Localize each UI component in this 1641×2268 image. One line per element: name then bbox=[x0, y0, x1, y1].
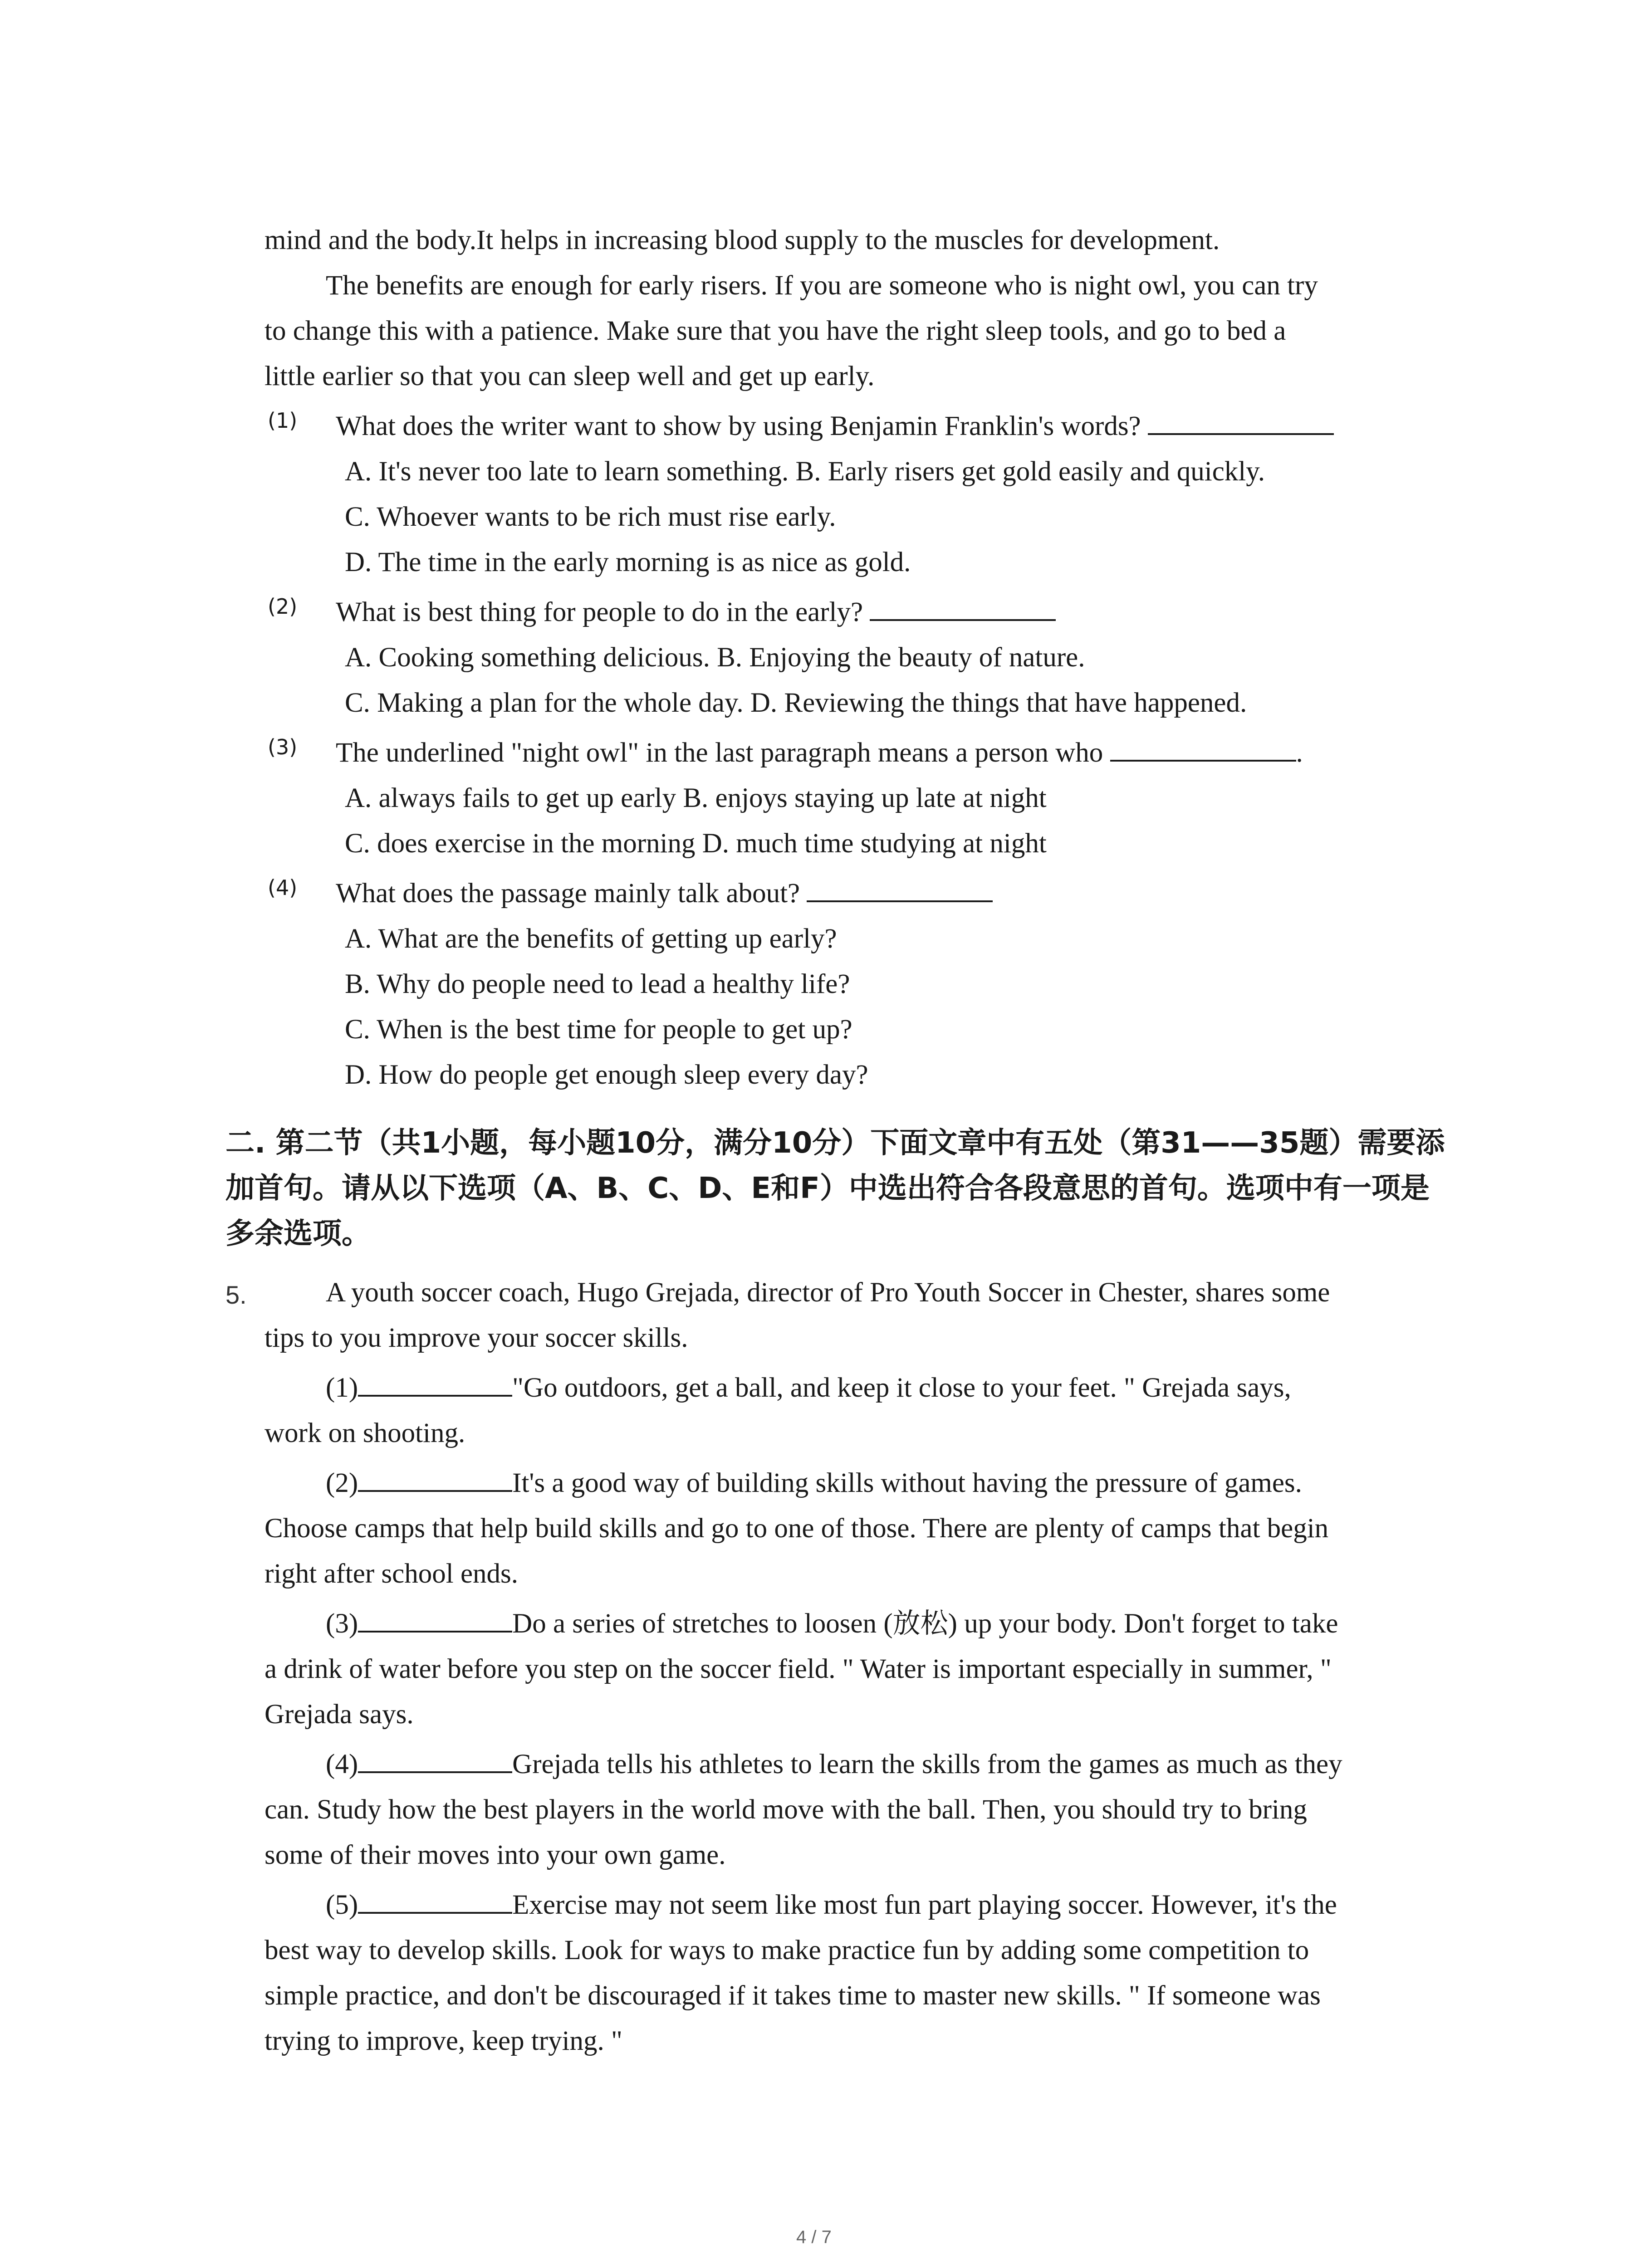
paragraph-label: (1) bbox=[326, 1373, 358, 1403]
paragraph-text: Do a series of stretches to loosen (放松) up your body. Don't forget to take bbox=[512, 1608, 1338, 1639]
passage-line: right after school ends. bbox=[265, 1559, 519, 1589]
question-number: 5. bbox=[225, 1281, 247, 1309]
answer-blank[interactable] bbox=[807, 874, 993, 902]
option-line: A. It's never too late to learn something. B. Early risers get gold easily and quickly. bbox=[345, 456, 1265, 487]
section-heading: 加首句。请从以下选项（A、B、C、D、E和F）中选出符合各段意思的首句。选项中有一项是 bbox=[225, 1172, 1430, 1205]
passage-line: little earlier so that you can sleep well and get up early. bbox=[265, 361, 875, 391]
paragraph-text: "Go outdoors, get a ball, and keep it close to your feet. " Grejada says, bbox=[512, 1373, 1291, 1403]
question-number: (1) bbox=[268, 408, 298, 433]
passage-line: some of their moves into your own game. bbox=[265, 1840, 726, 1870]
passage-line: can. Study how the best players in the world move with the ball. Then, you should try to bring bbox=[265, 1794, 1307, 1825]
option-line: A. What are the benefits of getting up early? bbox=[345, 924, 837, 954]
paragraph-first-line bbox=[326, 1882, 1337, 1928]
paragraph-label: (2) bbox=[326, 1468, 358, 1498]
question-number: (3) bbox=[268, 735, 298, 759]
question-stem: What does the writer want to show by using Benjamin Franklin's words? bbox=[336, 411, 1141, 441]
option-line: C. Whoever wants to be rich must rise early. bbox=[345, 502, 836, 532]
paragraph-first-line bbox=[326, 1365, 1291, 1411]
answer-blank[interactable] bbox=[358, 1369, 512, 1397]
question-number: (2) bbox=[268, 594, 298, 619]
answer-blank[interactable] bbox=[358, 1886, 512, 1914]
passage-line: a drink of water before you step on the soccer field. " Water is important especially in summer, " bbox=[265, 1654, 1332, 1684]
question-text bbox=[336, 871, 993, 916]
paragraph-first-line bbox=[326, 1742, 1342, 1787]
page-number: 4 / 7 bbox=[796, 2227, 832, 2247]
option-line: D. How do people get enough sleep every day? bbox=[345, 1060, 868, 1090]
passage-line: to change this with a patience. Make sure that you have the right sleep tools, and go to bed a bbox=[265, 316, 1286, 346]
option-line: C. Making a plan for the whole day. D. Reviewing the things that have happened. bbox=[345, 688, 1247, 718]
paragraph-text: Grejada tells his athletes to learn the skills from the games as much as they bbox=[512, 1749, 1342, 1779]
passage-line: Grejada says. bbox=[265, 1699, 414, 1730]
option-line: A. Cooking something delicious. B. Enjoying the beauty of nature. bbox=[345, 642, 1085, 673]
paragraph-label: (5) bbox=[326, 1890, 358, 1920]
option-line: C. When is the best time for people to get up? bbox=[345, 1014, 852, 1045]
question-text bbox=[336, 590, 1056, 635]
paragraph-label: (4) bbox=[326, 1749, 358, 1779]
paragraph-text: It's a good way of building skills without having the pressure of games. bbox=[512, 1468, 1302, 1498]
answer-blank[interactable] bbox=[358, 1745, 512, 1773]
passage-line: best way to develop skills. Look for ways to make practice fun by adding some competition to bbox=[265, 1935, 1309, 1965]
answer-blank[interactable] bbox=[870, 593, 1056, 621]
passage-line: mind and the body.It helps in increasing blood supply to the muscles for development. bbox=[265, 225, 1220, 255]
question-stem: The underlined "night owl" in the last paragraph means a person who bbox=[336, 738, 1103, 768]
passage-line: work on shooting. bbox=[265, 1418, 465, 1448]
answer-blank[interactable] bbox=[358, 1464, 512, 1492]
option-line: A. always fails to get up early B. enjoys staying up late at night bbox=[345, 783, 1047, 813]
answer-blank[interactable] bbox=[1148, 407, 1334, 435]
question-text bbox=[336, 404, 1334, 449]
paragraph-label: (3) bbox=[326, 1608, 358, 1639]
question-number: (4) bbox=[268, 875, 298, 900]
question-stem: What does the passage mainly talk about? bbox=[336, 878, 800, 909]
passage-line: The benefits are enough for early risers. If you are someone who is night owl, you can try bbox=[326, 270, 1318, 301]
passage-line: A youth soccer coach, Hugo Grejada, director of Pro Youth Soccer in Chester, shares some bbox=[326, 1277, 1330, 1308]
paragraph-text: Exercise may not seem like most fun part playing soccer. However, it's the bbox=[512, 1890, 1337, 1920]
passage-line: simple practice, and don't be discouraged if it takes time to master new skills. " If someone was bbox=[265, 1980, 1321, 2011]
passage-line: tips to you improve your soccer skills. bbox=[265, 1323, 688, 1353]
question-text bbox=[336, 730, 1303, 776]
passage-line: Choose camps that help build skills and go to one of those. There are plenty of camps that begin bbox=[265, 1513, 1329, 1544]
answer-blank[interactable] bbox=[1110, 733, 1296, 762]
option-line: D. The time in the early morning is as nice as gold. bbox=[345, 547, 911, 577]
option-line: C. does exercise in the morning D. much time studying at night bbox=[345, 828, 1047, 859]
paragraph-first-line bbox=[326, 1461, 1302, 1506]
question-tail: . bbox=[1296, 738, 1303, 768]
answer-blank[interactable] bbox=[358, 1604, 512, 1633]
option-line: B. Why do people need to lead a healthy life? bbox=[345, 969, 850, 999]
section-heading: 多余选项。 bbox=[225, 1217, 371, 1251]
section-heading: 二. 第二节（共1小题，每小题10分，满分10分）下面文章中有五处（第31——35题）需要添 bbox=[225, 1126, 1445, 1160]
question-stem: What is best thing for people to do in the early? bbox=[336, 597, 863, 627]
passage-line: trying to improve, keep trying. " bbox=[265, 2026, 622, 2056]
paragraph-first-line bbox=[326, 1601, 1338, 1647]
